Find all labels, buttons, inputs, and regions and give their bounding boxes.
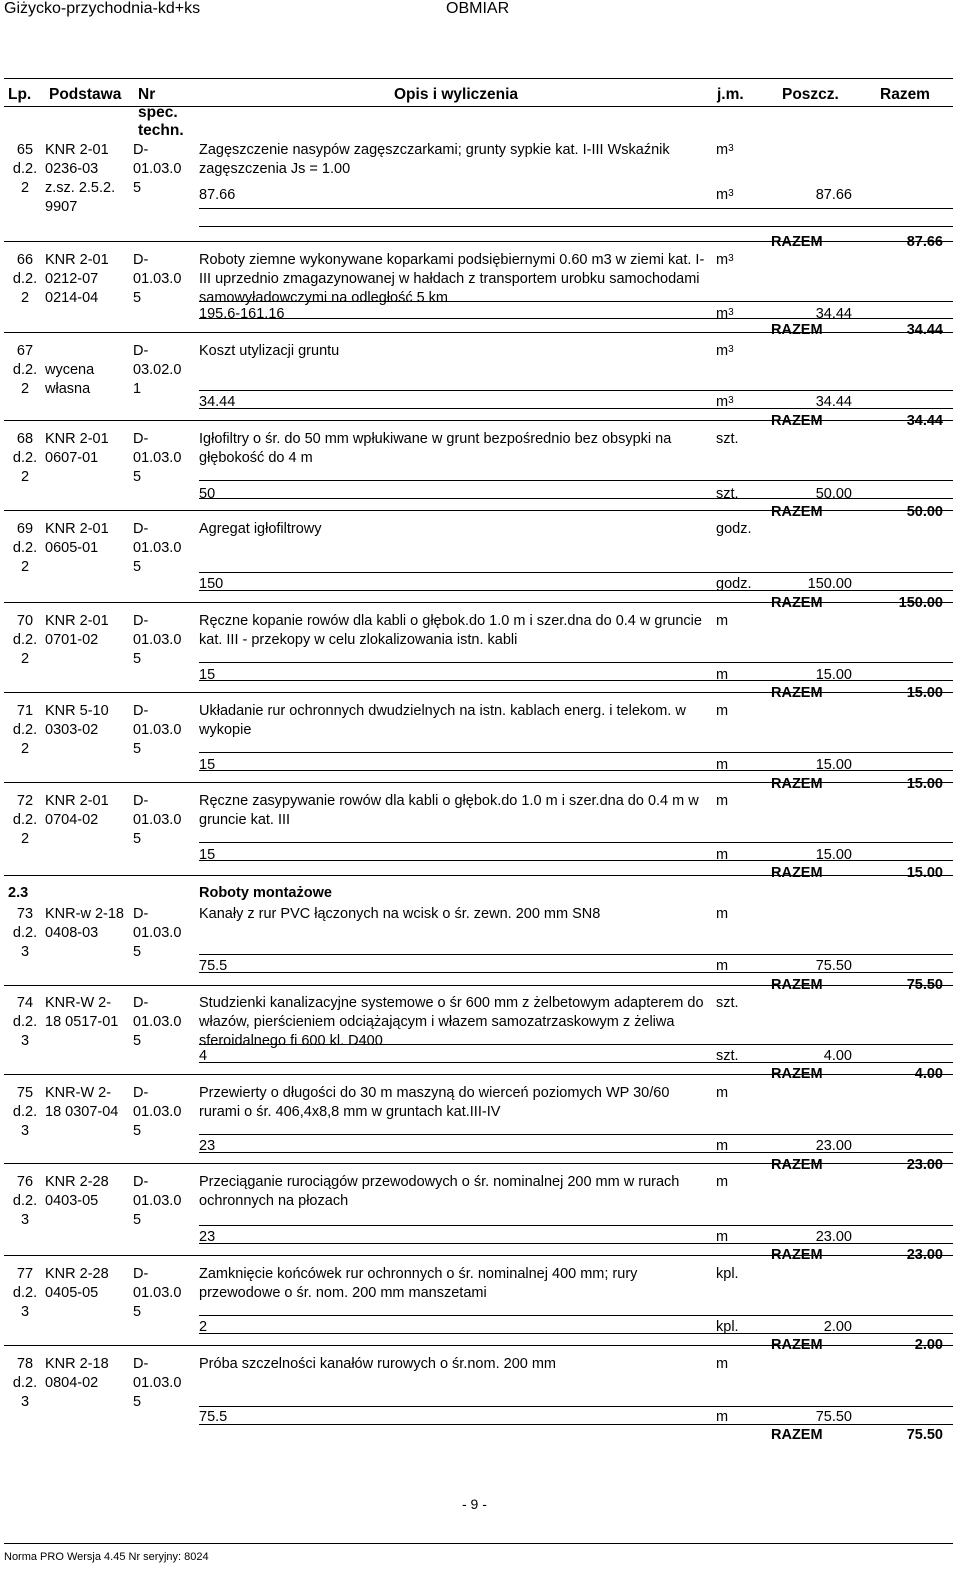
item-calc-unit: m: [716, 958, 729, 974]
item-nr-spec: D- 01.03.0 5: [133, 703, 182, 757]
section-title: Roboty montażowe: [199, 885, 332, 901]
item-calc-value: 23.00: [815, 1229, 852, 1245]
razem-line: [199, 770, 953, 771]
header-underline: [4, 106, 953, 107]
calc-line: [199, 1044, 953, 1045]
item-lp: 66 d.2. 2: [12, 252, 38, 306]
item-description: Zamknięcie końcówek rur ochronnych o śr. nominalnej 400 mm; rury przewodowe o śr. nom. 200 mm manszetami: [199, 1266, 638, 1301]
item-nr-spec: D- 01.03.0 5: [133, 906, 182, 960]
item-nr-spec: D- 01.03.0 5: [133, 793, 182, 847]
item-calc-unit: m: [716, 667, 729, 683]
item-calc-unit: szt.: [716, 1048, 739, 1064]
item-lp: 67 d.2. 2: [12, 343, 38, 397]
calc-line: [199, 390, 953, 391]
item-calc-unit: $m^3$: [716, 394, 734, 410]
item-razem-label: RAZEM: [771, 595, 823, 611]
razem-line: [199, 680, 953, 681]
col-header-lp: Lp.: [8, 86, 32, 103]
razem-line: [199, 860, 953, 861]
section-number: 2.3: [8, 885, 29, 901]
item-nr-spec: D- 03.02.0 1: [133, 343, 182, 397]
item-separator: [4, 1345, 953, 1346]
item-calc-expression: 195.6-161.16: [199, 306, 285, 322]
item-description: Igłofiltry o śr. do 50 mm wpłukiwane w grunt bezpośrednio bez obsypki na głębokość do 4 m: [199, 431, 672, 466]
razem-line: [199, 1062, 953, 1063]
item-podstawa: KNR-w 2-18 0408-03: [45, 906, 124, 941]
item-unit: m: [716, 1356, 729, 1372]
item-unit: m: [716, 793, 729, 809]
item-razem-value: 50.00: [906, 504, 943, 520]
item-calc-expression: 150: [199, 576, 224, 592]
item-calc-expression: 87.66: [199, 187, 236, 203]
item-podstawa: KNR 2-18 0804-02: [45, 1356, 109, 1391]
item-unit: $m^3$: [716, 142, 734, 158]
calc-line: [199, 842, 953, 843]
item-description: Próba szczelności kanałów rurowych o śr.nom. 200 mm: [199, 1356, 557, 1372]
item-calc-value: 150.00: [807, 576, 852, 592]
razem-line: [199, 972, 953, 973]
item-calc-value: 23.00: [815, 1138, 852, 1154]
item-unit: m: [716, 1174, 729, 1190]
item-calc-expression: 15: [199, 757, 216, 773]
item-calc-unit: m: [716, 1409, 729, 1425]
calc-line: [199, 301, 953, 302]
item-podstawa: KNR 5-10 0303-02: [45, 703, 109, 738]
item-separator: [4, 241, 953, 242]
item-podstawa: KNR 2-01 0701-02: [45, 613, 109, 648]
item-calc-value: 34.44: [815, 394, 852, 410]
item-calc-unit: godz.: [716, 576, 752, 592]
item-razem-value: 34.44: [906, 413, 943, 429]
item-nr-spec: D- 01.03.0 5: [133, 1174, 182, 1228]
item-razem-label: RAZEM: [771, 685, 823, 701]
item-razem-value: 15.00: [906, 865, 943, 881]
item-razem-value: 23.00: [906, 1247, 943, 1263]
item-podstawa: KNR 2-01 0605-01: [45, 521, 109, 556]
item-nr-spec: D- 01.03.0 5: [133, 252, 182, 306]
item-unit: m: [716, 703, 729, 719]
item-calc-expression: 15: [199, 667, 216, 683]
item-calc-value: 15.00: [815, 847, 852, 863]
item-separator: [4, 332, 953, 333]
item-calc-unit: $m^3$: [716, 306, 734, 322]
item-calc-unit: kpl.: [716, 1319, 739, 1335]
item-description: Koszt utylizacji gruntu: [199, 343, 340, 359]
calc-line: [199, 208, 953, 209]
item-nr-spec: D- 01.03.0 5: [133, 521, 182, 575]
item-razem-value: 2.00: [914, 1337, 943, 1353]
item-razem-label: RAZEM: [771, 1157, 823, 1173]
item-calc-unit: m: [716, 1229, 729, 1245]
item-description: Roboty ziemne wykonywane koparkami podsiębiernymi 0.60 m3 w ziemi kat. I-III uprzednio zmagazynowanej w hałdach z transportem urobku samochodami samowyładowczymi na odległość 5 km: [199, 252, 705, 306]
item-description: Ręczne zasypywanie rowów dla kabli o głębok.do 1.0 m i szer.dna do 0.4 m w gruncie kat. III: [199, 793, 699, 828]
item-razem-value: 15.00: [906, 776, 943, 792]
item-unit: godz.: [716, 521, 752, 537]
item-nr-spec: D- 01.03.0 5: [133, 142, 182, 196]
item-podstawa: KNR 2-01 0236-03 z.sz. 2.5.2. 9907: [45, 142, 116, 215]
item-description: Ręczne kopanie rowów dla kabli o głębok.do 1.0 m i szer.dna do 0.4 w gruncie kat. III - przekopy w celu zlokalizowania istn. kabli: [199, 613, 702, 648]
item-description: Przeciąganie rurociągów przewodowych o śr. nominalnej 200 mm w rurach ochronnych na płozach: [199, 1174, 680, 1209]
item-lp: 65 d.2. 2: [12, 142, 38, 196]
item-razem-value: 75.50: [906, 1427, 943, 1443]
item-calc-expression: 23: [199, 1138, 216, 1154]
item-description: Kanały z rur PVC łączonych na wcisk o śr. zewn. 200 mm SN8: [199, 906, 601, 922]
item-separator: [4, 602, 953, 603]
document-header-title: OBMIAR: [446, 0, 510, 17]
item-razem-value: 150.00: [898, 595, 943, 611]
item-lp: 72 d.2. 2: [12, 793, 38, 847]
item-razem-value: 87.66: [906, 234, 943, 250]
table-top-border: [4, 78, 953, 79]
item-calc-unit: $m^3$: [716, 187, 734, 203]
item-lp: 78 d.2. 3: [12, 1356, 38, 1410]
item-podstawa: KNR 2-28 0405-05: [45, 1266, 109, 1301]
calc-line: [199, 572, 953, 573]
item-lp: 75 d.2. 3: [12, 1085, 38, 1139]
item-razem-label: RAZEM: [771, 504, 823, 520]
item-calc-value: 87.66: [815, 187, 852, 203]
item-calc-expression: 23: [199, 1229, 216, 1245]
item-razem-value: 4.00: [914, 1066, 943, 1082]
item-calc-value: 15.00: [815, 667, 852, 683]
item-separator: [4, 692, 953, 693]
item-description: Agregat igłofiltrowy: [199, 521, 322, 537]
item-nr-spec: D- 01.03.0 5: [133, 995, 182, 1049]
calc-line: [199, 662, 953, 663]
item-calc-value: 50.00: [815, 486, 852, 502]
razem-line: [199, 1424, 953, 1425]
item-unit: m: [716, 1085, 729, 1101]
item-unit: szt.: [716, 995, 739, 1011]
calc-line: [199, 1406, 953, 1407]
item-podstawa: KNR 2-01 0704-02: [45, 793, 109, 828]
item-separator: [4, 1163, 953, 1164]
item-unit: m: [716, 906, 729, 922]
item-calc-expression: 75.5: [199, 1409, 228, 1425]
item-unit: $m^3$: [716, 343, 734, 359]
item-razem-label: RAZEM: [771, 977, 823, 993]
item-calc-value: 2.00: [823, 1319, 852, 1335]
item-podstawa: KNR 2-01 0607-01: [45, 431, 109, 466]
item-calc-value: 34.44: [815, 306, 852, 322]
item-description: Studzienki kanalizacyjne systemowe o śr 600 mm z żelbetowym adapterem do włazów, pierścieniem odciążającym i włazem samozatrzaskowym z żeliwa sferoidalnego fi 600 kl. D400: [199, 995, 704, 1049]
item-calc-expression: 2: [199, 1319, 208, 1335]
item-nr-spec: D- 01.03.0 5: [133, 1266, 182, 1320]
col-header-poszcz: Poszcz.: [782, 86, 839, 103]
item-nr-spec: D- 01.03.0 5: [133, 1085, 182, 1139]
calc-line: [199, 1134, 953, 1135]
item-lp: 70 d.2. 2: [12, 613, 38, 667]
item-nr-spec: D- 01.03.0 5: [133, 431, 182, 485]
item-calc-expression: 4: [199, 1048, 208, 1064]
razem-line: [199, 590, 953, 591]
item-podstawa: KNR 2-28 0403-05: [45, 1174, 109, 1209]
item-lp: 71 d.2. 2: [12, 703, 38, 757]
item-unit: m: [716, 613, 729, 629]
item-lp: 69 d.2. 2: [12, 521, 38, 575]
col-header-opis: Opis i wyliczenia: [394, 86, 519, 103]
col-header-podstawa: Podstawa: [49, 86, 122, 103]
razem-line: [199, 408, 953, 409]
item-nr-spec: D- 01.03.0 5: [133, 613, 182, 667]
item-description: Układanie rur ochronnych dwudzielnych na istn. kablach energ. i telekom. w wykopie: [199, 703, 686, 738]
item-razem-value: 34.44: [906, 322, 943, 338]
item-unit: szt.: [716, 431, 739, 447]
razem-line: [199, 1243, 953, 1244]
item-unit: $m^3$: [716, 252, 734, 268]
col-header-jm: j.m.: [717, 86, 744, 103]
item-podstawa: KNR-W 2- 18 0517-01: [45, 995, 119, 1030]
item-podstawa: KNR-W 2- 18 0307-04: [45, 1085, 119, 1120]
item-razem-value: 15.00: [906, 685, 943, 701]
calc-line: [199, 1225, 953, 1226]
item-calc-value: 75.50: [815, 958, 852, 974]
item-calc-value: 15.00: [815, 757, 852, 773]
item-nr-spec: D- 01.03.0 5: [133, 1356, 182, 1410]
razem-line: [199, 226, 953, 227]
calc-line: [199, 954, 953, 955]
item-lp: 74 d.2. 3: [12, 995, 38, 1049]
item-razem-label: RAZEM: [771, 322, 823, 338]
item-podstawa: KNR 2-01 0212-07 0214-04: [45, 252, 109, 306]
item-lp: 73 d.2. 3: [12, 906, 38, 960]
item-calc-expression: 50: [199, 486, 216, 502]
item-calc-unit: m: [716, 1138, 729, 1154]
item-razem-value: 75.50: [906, 977, 943, 993]
item-razem-label: RAZEM: [771, 1247, 823, 1263]
razem-line: [199, 318, 953, 319]
calc-line: [199, 480, 953, 481]
item-separator: [4, 1074, 953, 1075]
item-razem-label: RAZEM: [771, 865, 823, 881]
item-description: Przewierty o długości do 30 m maszyną do wierceń poziomych WP 30/60 rurami o śr. 406,4x8,8 mm w gruntach kat.III-IV: [199, 1085, 670, 1120]
item-unit: kpl.: [716, 1266, 739, 1282]
document-header-left: Giżycko-przychodnia-kd+ks: [4, 0, 201, 17]
razem-line: [199, 1152, 953, 1153]
item-separator: [4, 985, 953, 986]
item-podstawa: wycena własna: [45, 362, 95, 397]
item-lp: 76 d.2. 3: [12, 1174, 38, 1228]
item-separator: [4, 782, 953, 783]
item-razem-label: RAZEM: [771, 1427, 823, 1443]
item-razem-label: RAZEM: [771, 1066, 823, 1082]
footer-line: [4, 1543, 953, 1544]
item-separator: [4, 510, 953, 511]
item-calc-unit: m: [716, 847, 729, 863]
col-header-razem: Razem: [880, 86, 930, 103]
col-header-nr: Nr spec. techn.: [138, 86, 184, 139]
calc-line: [199, 1315, 953, 1316]
item-lp: 68 d.2. 2: [12, 431, 38, 485]
calc-line: [199, 752, 953, 753]
item-razem-label: RAZEM: [771, 1337, 823, 1353]
item-calc-expression: 75.5: [199, 958, 228, 974]
item-calc-unit: szt.: [716, 486, 739, 502]
item-calc-value: 4.00: [823, 1048, 852, 1064]
item-razem-label: RAZEM: [771, 234, 823, 250]
program-info: Norma PRO Wersja 4.45 Nr seryjny: 8024: [4, 1551, 209, 1563]
page-number: - 9 -: [462, 1496, 487, 1512]
item-calc-unit: m: [716, 757, 729, 773]
razem-line: [199, 498, 953, 499]
item-calc-value: 75.50: [815, 1409, 852, 1425]
item-separator: [4, 875, 953, 876]
item-razem-label: RAZEM: [771, 776, 823, 792]
razem-line: [199, 1333, 953, 1334]
item-calc-expression: 15: [199, 847, 216, 863]
item-separator: [4, 420, 953, 421]
item-description: Zagęszczenie nasypów zagęszczarkami; grunty sypkie kat. I-III Wskaźnik zagęszczenia Js = 1.00: [199, 142, 670, 177]
item-razem-label: RAZEM: [771, 413, 823, 429]
item-calc-expression: 34.44: [199, 394, 236, 410]
item-razem-value: 23.00: [906, 1157, 943, 1173]
item-lp: 77 d.2. 3: [12, 1266, 38, 1320]
item-separator: [4, 1255, 953, 1256]
